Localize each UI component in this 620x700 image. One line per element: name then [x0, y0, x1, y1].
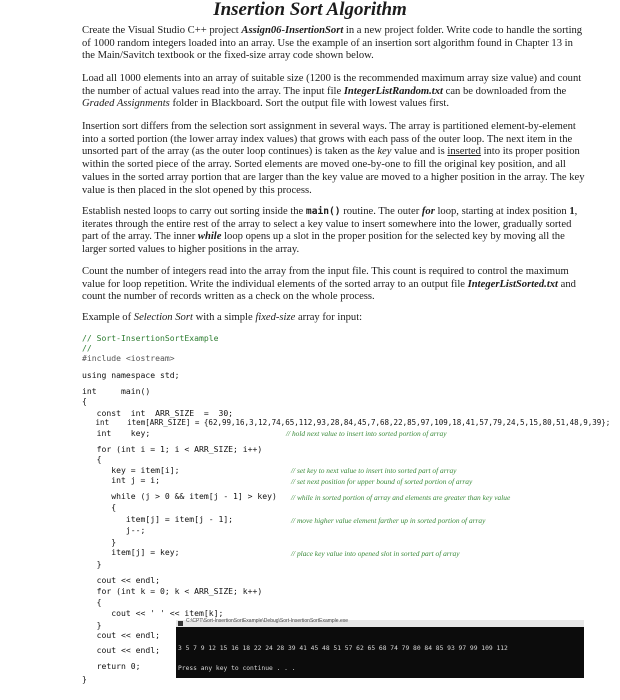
- comment-move: // move higher value element farther up in sorted portion of array: [291, 516, 486, 525]
- code-line-29: }: [82, 674, 87, 684]
- code-line-8: int item[ARR_SIZE] = {62,99,16,3,12,74,65,112,93,28,84,45,7,68,22,85,97,109,18,41,57,79,24,5,15,80,51,48,9,39};: [82, 418, 611, 427]
- code-line-6: {: [82, 396, 87, 406]
- text-run: Load all 1000 elements into an array of suitable size (1200 is the recommended maximum array size value) and count the number of actual values read into the array. The input file: [82, 73, 582, 97]
- code-line-19: item[j] = key;: [82, 547, 180, 557]
- comment-set-key: // set key to next value to insert into sorted part of array: [291, 466, 457, 475]
- text-run: with a simple: [192, 312, 256, 323]
- code-line-3: #include <iostream>: [82, 353, 175, 363]
- text-run: folder in Blackboard. Sort the output file with lowest values first.: [169, 98, 450, 110]
- console-output: 3 5 7 9 12 15 16 18 22 24 28 39 41 45 48 51 57 62 65 68 74 79 80 84 85 93 97 99 109 112: [178, 645, 508, 652]
- code-line-9: int key;: [82, 428, 151, 438]
- text-run: , iterates through the entire rest of the array to select a key value to insert somewhere into the lower, gradually sorted part of the array. The inner: [82, 206, 578, 243]
- code-line-27: cout << endl;: [82, 645, 160, 655]
- code-line-13: int j = i;: [82, 475, 160, 485]
- text-run: can be downloaded from the: [443, 85, 567, 97]
- document-title: Insertion Sort Algorithm: [213, 0, 407, 20]
- code-line-23: {: [82, 597, 102, 607]
- emphasis-index: 1: [569, 206, 575, 217]
- code-line-12: key = item[i];: [82, 465, 180, 475]
- code-line-4: using namespace std;: [82, 370, 180, 380]
- text-run: into its proper position within the sorted piece of the array. Sorted elements are moved one-by-one to fill the original key position, and all values in the sorted array portion that are larger than the key value are moved to a higher position in the array. The key value is then placed in the slot opened by this process.: [82, 146, 585, 196]
- text-run: array for input:: [295, 312, 363, 323]
- paragraph-3: [82, 121, 588, 197]
- console-icon: [178, 621, 183, 626]
- paragraph-1: [82, 25, 588, 63]
- paragraph-2: [82, 73, 588, 111]
- text-run: loop, starting at index position: [434, 206, 570, 217]
- code-line-16: item[j] = item[j - 1];: [82, 514, 234, 524]
- code-line-10: for (int i = 1; i < ARR_SIZE; i++): [82, 444, 263, 454]
- console-window: [176, 620, 584, 678]
- console-title: C:\CPT\Sort-InsertionSortExample\Debug\Sort-InsertionSortExample.exe: [186, 618, 349, 624]
- code-line-21: cout << endl;: [82, 575, 160, 585]
- emphasis-for: for: [421, 206, 435, 217]
- code-line-18: }: [82, 537, 117, 547]
- console-prompt: Press any key to continue . . .: [178, 665, 296, 672]
- code-line-7: const int ARR_SIZE = 30;: [82, 408, 234, 418]
- code-line-25: }: [82, 620, 102, 630]
- code-line-17: j--;: [82, 525, 146, 535]
- paragraph-4: [82, 206, 588, 257]
- folder-name: Graded Assignments: [82, 98, 170, 110]
- code-line-2: //: [82, 343, 92, 353]
- code-line-24: cout << ' ' << item[k];: [82, 608, 224, 618]
- text-run: value and is: [391, 146, 448, 158]
- text-run: and count the number of records written as a check on the whole process.: [82, 278, 576, 303]
- emphasis-inserted: inserted: [447, 146, 481, 158]
- output-file-name: IntegerListSorted.txt: [467, 278, 559, 290]
- comment-set-next: // set next position for upper bound of sorted portion of array: [291, 477, 473, 486]
- text-run: routine. The outer: [340, 206, 422, 217]
- text-run: loop opens up a slot in the proper position for the selected key by moving all the larger sorted values to higher positions in the array.: [82, 231, 565, 256]
- code-line-22: for (int k = 0; k < ARR_SIZE; k++): [82, 586, 263, 596]
- code-line-1: // Sort-InsertionSortExample: [82, 333, 219, 343]
- emphasis-fixed-size: fixed-size: [255, 312, 296, 323]
- input-file-name: IntegerListRandom.txt: [343, 85, 443, 97]
- code-line-20: }: [82, 559, 102, 569]
- code-line-28: return 0;: [82, 661, 141, 671]
- text-run: Count the number of integers read into the array from the input file. This count is required to control the maximum value for loop repetition. Write the individual elements of the sorted array to an output file: [82, 266, 569, 290]
- emphasis-key: key: [377, 146, 392, 158]
- code-line-15: {: [82, 502, 117, 512]
- paragraph-6: [82, 312, 588, 325]
- emphasis-while: while: [197, 231, 222, 243]
- text-run: Create the Visual Studio C++ project: [82, 25, 242, 36]
- project-name: Assign06-InsertionSort: [241, 25, 344, 36]
- comment-while: // while in sorted portion of array and elements are greater than key value: [291, 493, 511, 502]
- text-run: Insertion sort differs from the selection sort assignment in several ways. The array is partitioned element-by-element into a sorted portion (the lower array index values) that grows with each pass of the outer loop. The next item in the unsorted part of the array (as the outer loop continues) is taken as the: [82, 121, 576, 158]
- code-line-26: cout << endl;: [82, 630, 160, 640]
- paragraph-5: [82, 266, 588, 304]
- code-main: main(): [305, 206, 341, 217]
- code-line-11: {: [82, 454, 102, 464]
- code-line-14: while (j > 0 && item[j - 1] > key): [82, 491, 277, 501]
- comment-place: // place key value into opened slot in sorted part of array: [291, 549, 460, 558]
- text-run: Example of: [82, 312, 134, 323]
- code-line-5: int main(): [82, 386, 151, 396]
- console-title-bar: [176, 620, 584, 627]
- emphasis-selection-sort: Selection Sort: [133, 312, 193, 323]
- comment-hold-key: // hold next value to insert into sorted portion of array: [286, 429, 447, 438]
- text-run: Establish nested loops to carry out sorting inside the: [82, 206, 306, 217]
- text-run: in a new project folder. Write code to handle the sorting of 1000 random integers loaded into an array. Use the example of an insertion sort algorithm found in Chapter 13 in the Main/Savitch textbook or the fixed-size array code shown below.: [82, 25, 583, 62]
